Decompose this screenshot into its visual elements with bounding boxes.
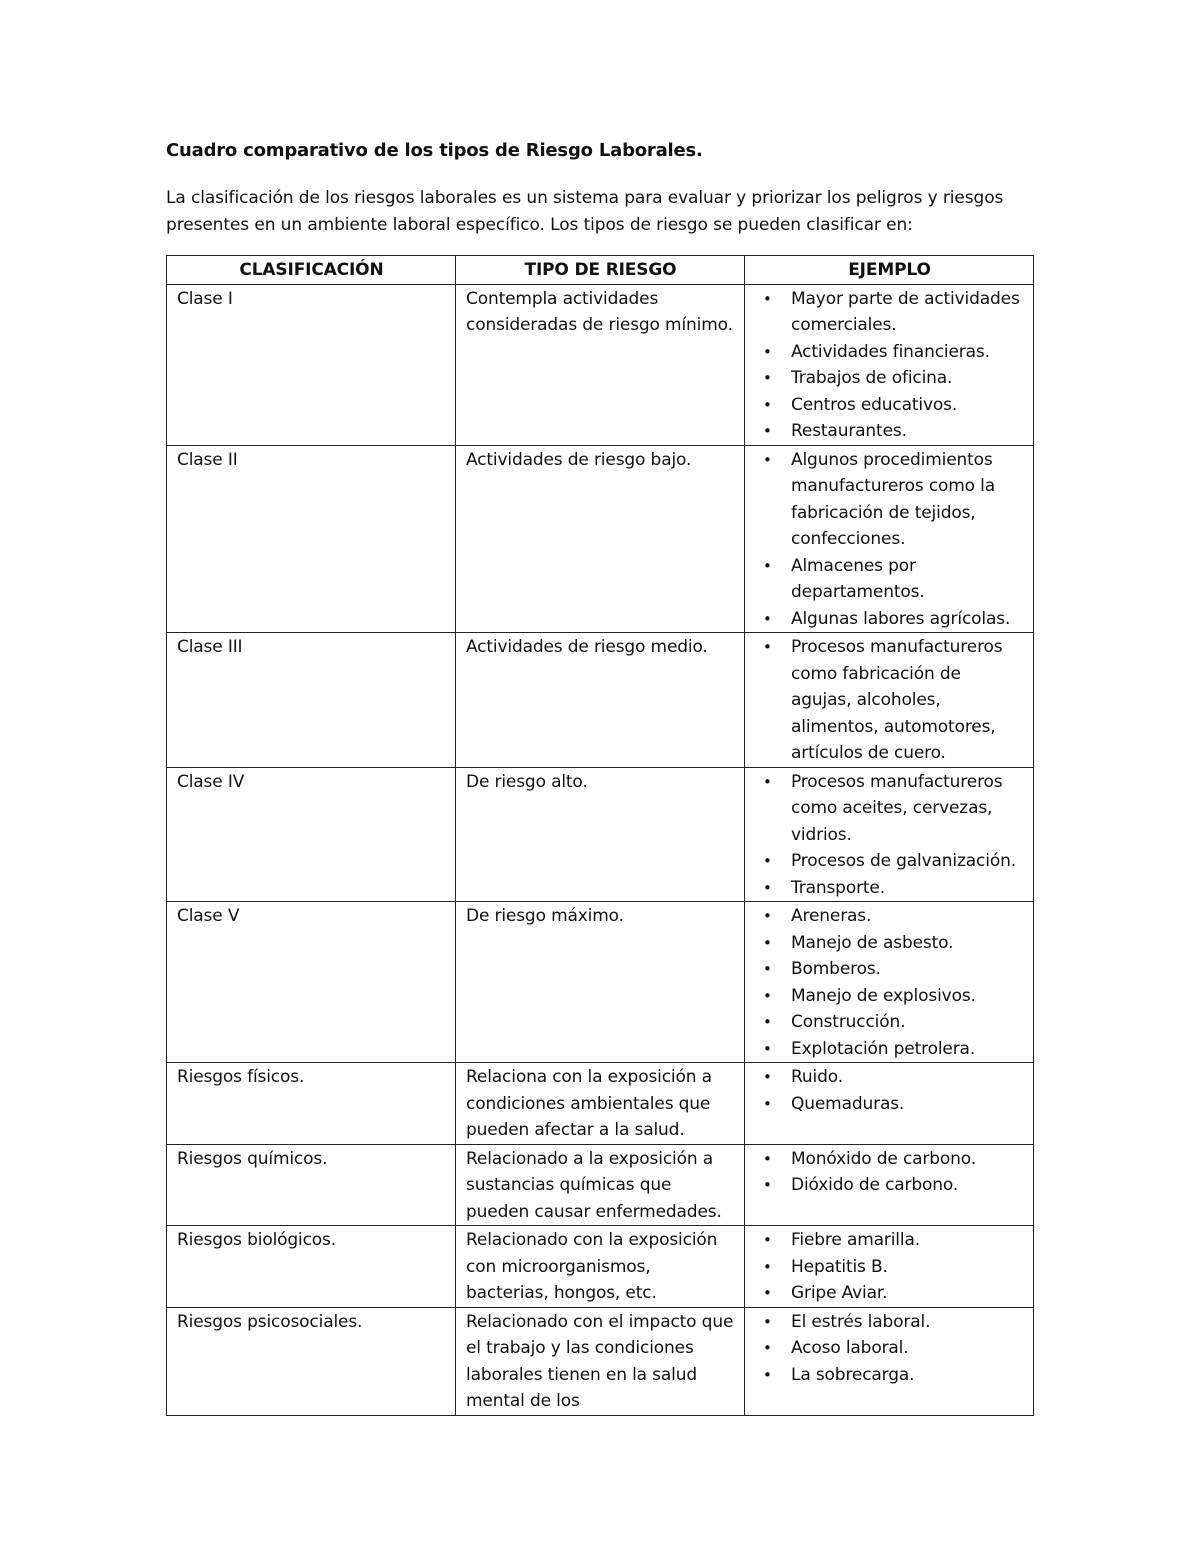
- bullet-icon: •: [763, 986, 772, 1005]
- list-item: [755, 983, 1024, 1010]
- cell-tipo-de-riesgo: Relacionado con el impacto que el trabajo y las condiciones laborales tienen en la salud mental de los: [456, 1307, 745, 1415]
- cell-tipo-de-riesgo: Relacionado con la exposición con microorganismos, bacterias, hongos, etc.: [456, 1226, 745, 1308]
- bullet-icon: •: [763, 556, 772, 575]
- example-text: Fiebre amarilla.: [791, 1230, 920, 1250]
- list-item: [755, 418, 1024, 445]
- list-item: [755, 1172, 1024, 1199]
- bullet-icon: •: [763, 1231, 772, 1249]
- list-item: [755, 392, 1024, 419]
- list-item: [755, 1309, 1024, 1336]
- bullet-icon: •: [763, 1013, 772, 1031]
- bullet-icon: •: [763, 852, 772, 870]
- header-ejemplo: EJEMPLO: [745, 256, 1034, 285]
- list-item: [755, 634, 1024, 767]
- list-item: [755, 365, 1024, 392]
- example-list: [755, 1227, 1024, 1307]
- bullet-icon: •: [763, 1284, 772, 1302]
- table-row: [167, 1226, 1034, 1308]
- cell-tipo-de-riesgo: Contempla actividades consideradas de riesgo mínimo.: [456, 284, 745, 445]
- example-text: Restaurantes.: [791, 421, 907, 441]
- cell-clasificacion: Clase II: [167, 445, 456, 633]
- bullet-icon: •: [763, 1039, 772, 1058]
- cell-ejemplo: [745, 284, 1034, 445]
- example-list: [755, 1309, 1024, 1389]
- list-item: [755, 286, 1024, 339]
- bullet-icon: •: [763, 609, 772, 628]
- example-list: [755, 1064, 1024, 1117]
- list-item: [755, 1280, 1024, 1307]
- example-list: [755, 1146, 1024, 1199]
- header-clasificacion: CLASIFICACIÓN: [167, 256, 456, 285]
- example-text: Procesos manufactureros como aceites, cervezas, vidrios.: [791, 771, 1003, 845]
- example-text: Ruido.: [791, 1067, 843, 1087]
- list-item: [755, 1335, 1024, 1362]
- cell-clasificacion: Riesgos psicosociales.: [167, 1307, 456, 1415]
- cell-clasificacion: Clase IV: [167, 767, 456, 902]
- bullet-icon: •: [763, 289, 772, 308]
- bullet-icon: •: [763, 960, 772, 978]
- example-list: [755, 634, 1024, 767]
- example-list: [755, 286, 1024, 445]
- example-text: Dióxido de carbono.: [791, 1175, 959, 1195]
- cell-clasificacion: Clase I: [167, 284, 456, 445]
- bullet-icon: •: [763, 1149, 772, 1168]
- cell-tipo-de-riesgo: De riesgo alto.: [456, 767, 745, 902]
- cell-clasificacion: Riesgos físicos.: [167, 1063, 456, 1145]
- list-item: [755, 1091, 1024, 1118]
- table-row: [167, 633, 1034, 768]
- example-text: Bomberos.: [791, 959, 881, 979]
- example-text: La sobrecarga.: [791, 1364, 915, 1385]
- cell-clasificacion: Clase V: [167, 902, 456, 1063]
- list-item: [755, 339, 1024, 366]
- cell-ejemplo: [745, 445, 1034, 633]
- cell-tipo-de-riesgo: Actividades de riesgo medio.: [456, 633, 745, 768]
- list-item: [755, 1254, 1024, 1281]
- list-item: [755, 606, 1024, 633]
- bullet-icon: •: [763, 933, 772, 952]
- example-text: Areneras.: [791, 906, 872, 926]
- bullet-icon: •: [763, 772, 772, 791]
- bullet-icon: •: [763, 907, 772, 925]
- table-row: [167, 284, 1034, 445]
- example-text: Centros educativos.: [791, 394, 958, 415]
- cell-ejemplo: [745, 767, 1034, 902]
- example-text: Gripe Aviar.: [791, 1283, 888, 1303]
- example-text: Mayor parte de actividades comerciales.: [791, 288, 1020, 335]
- example-text: Manejo de asbesto.: [791, 932, 954, 953]
- table-header-row: [167, 256, 1034, 285]
- bullet-icon: •: [763, 638, 772, 656]
- example-text: Almacenes por departamentos.: [791, 555, 925, 602]
- example-text: Procesos de galvanización.: [791, 851, 1016, 871]
- bullet-icon: •: [763, 878, 772, 897]
- list-item: [755, 930, 1024, 957]
- bullet-icon: •: [763, 1312, 772, 1331]
- cell-tipo-de-riesgo: Relacionado a la exposición a sustancias químicas que pueden causar enfermedades.: [456, 1144, 745, 1226]
- example-text: El estrés laboral.: [791, 1311, 931, 1332]
- bullet-icon: •: [763, 1339, 772, 1357]
- table-row: [167, 445, 1034, 633]
- list-item: [755, 769, 1024, 849]
- table-row: [167, 1144, 1034, 1226]
- list-item: [755, 553, 1024, 606]
- bullet-icon: •: [763, 1365, 772, 1384]
- table-row: [167, 1307, 1034, 1415]
- list-item: [755, 1064, 1024, 1091]
- table-body: [167, 284, 1034, 1415]
- example-text: Algunos procedimientos manufactureros como la fabricación de tejidos, confecciones.: [791, 449, 996, 549]
- risk-comparison-table: [166, 255, 1034, 1416]
- cell-ejemplo: [745, 1063, 1034, 1145]
- bullet-icon: •: [763, 450, 772, 469]
- table-row: [167, 1063, 1034, 1145]
- example-list: [755, 769, 1024, 902]
- bullet-icon: •: [763, 369, 772, 387]
- list-item: [755, 447, 1024, 553]
- example-list: [755, 903, 1024, 1062]
- cell-clasificacion: Clase III: [167, 633, 456, 768]
- example-text: Actividades financieras.: [791, 341, 990, 362]
- bullet-icon: •: [763, 422, 772, 440]
- cell-ejemplo: [745, 1226, 1034, 1308]
- cell-ejemplo: [745, 1144, 1034, 1226]
- list-item: [755, 1146, 1024, 1173]
- example-text: Transporte.: [791, 877, 885, 898]
- list-item: [755, 956, 1024, 983]
- list-item: [755, 1362, 1024, 1389]
- list-item: [755, 875, 1024, 902]
- example-text: Construcción.: [791, 1012, 906, 1032]
- table-row: [167, 767, 1034, 902]
- example-text: Procesos manufactureros como fabricación de agujas, alcoholes, alimentos, automotores, artículos de cuero.: [791, 637, 1003, 763]
- table-row: [167, 902, 1034, 1063]
- bullet-icon: •: [763, 1068, 772, 1086]
- cell-clasificacion: Riesgos biológicos.: [167, 1226, 456, 1308]
- bullet-icon: •: [763, 1257, 772, 1276]
- cell-tipo-de-riesgo: Relaciona con la exposición a condiciones ambientales que pueden afectar a la salud.: [456, 1063, 745, 1145]
- cell-clasificacion: Riesgos químicos.: [167, 1144, 456, 1226]
- example-text: Hepatitis B.: [791, 1256, 888, 1277]
- cell-ejemplo: [745, 902, 1034, 1063]
- bullet-icon: •: [763, 1094, 772, 1113]
- example-text: Explotación petrolera.: [791, 1038, 976, 1059]
- bullet-icon: •: [763, 395, 772, 414]
- header-tipo-de-riesgo: TIPO DE RIESGO: [456, 256, 745, 285]
- bullet-icon: •: [763, 342, 772, 361]
- cell-tipo-de-riesgo: De riesgo máximo.: [456, 902, 745, 1063]
- example-text: Quemaduras.: [791, 1093, 905, 1114]
- example-text: Manejo de explosivos.: [791, 985, 976, 1006]
- list-item: [755, 1036, 1024, 1063]
- cell-ejemplo: [745, 633, 1034, 768]
- example-text: Trabajos de oficina.: [791, 368, 953, 388]
- example-list: [755, 447, 1024, 633]
- list-item: [755, 903, 1024, 930]
- list-item: [755, 1009, 1024, 1036]
- example-text: Monóxido de carbono.: [791, 1148, 976, 1169]
- intro-paragraph: La clasificación de los riesgos laborales es un sistema para evaluar y priorizar los peligros y riesgos presentes en un ambiente laboral específico. Los tipos de riesgo se pueden clasificar en:: [166, 188, 1004, 235]
- cell-tipo-de-riesgo: Actividades de riesgo bajo.: [456, 445, 745, 633]
- example-text: Acoso laboral.: [791, 1338, 909, 1358]
- document-title: Cuadro comparativo de los tipos de Riesgo Laborales.: [166, 140, 703, 161]
- list-item: [755, 1227, 1024, 1254]
- example-text: Algunas labores agrícolas.: [791, 608, 1011, 629]
- bullet-icon: •: [763, 1176, 772, 1194]
- list-item: [755, 848, 1024, 875]
- cell-ejemplo: [745, 1307, 1034, 1415]
